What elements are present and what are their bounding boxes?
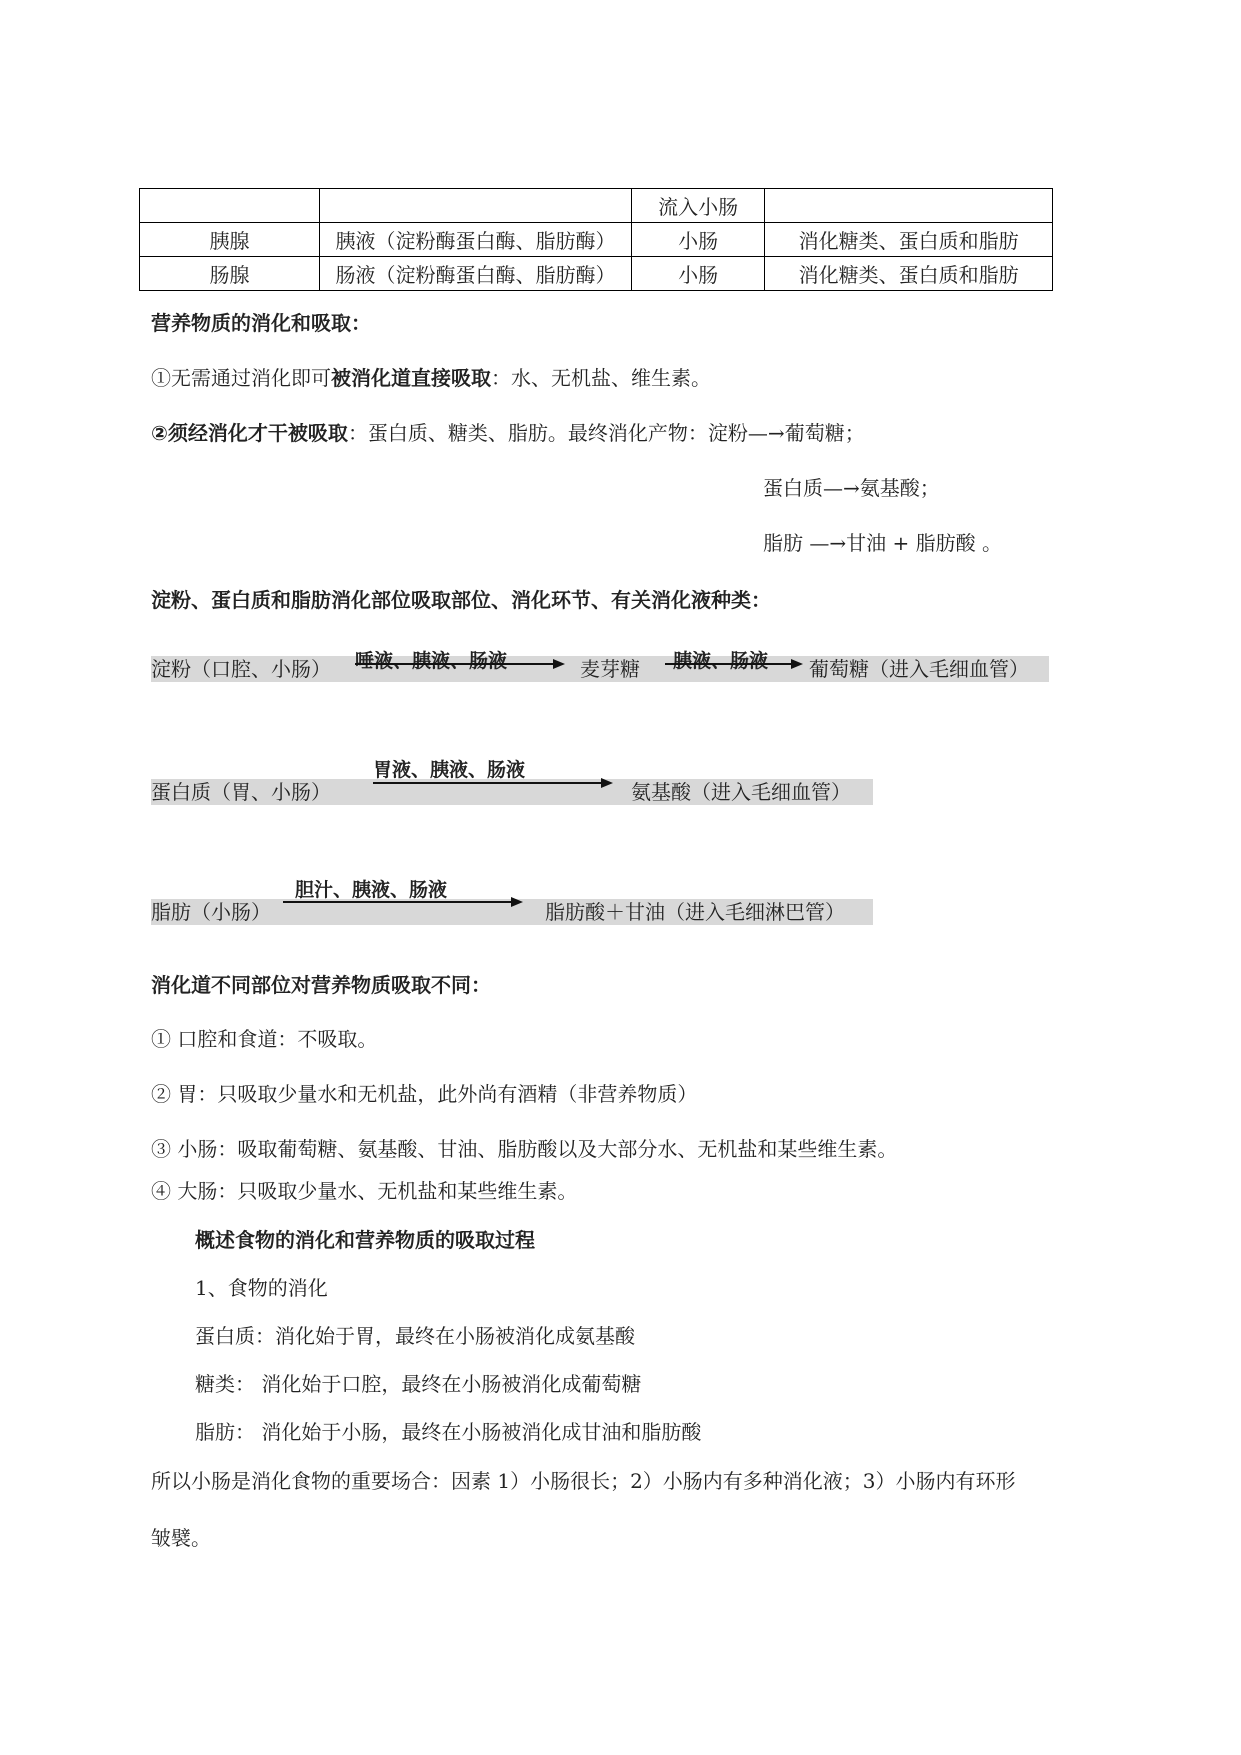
table-cell: 消化糖类、蛋白质和脂肪 [765,223,1053,257]
starch-flow-end: 葡萄糖（进入毛细血管） [809,657,1029,681]
section-heading-digest-absorb: 营养物质的消化和吸取： [151,311,371,335]
digestive-glands-table [139,188,1053,291]
overview-protein: 蛋白质：消化始于胃，最终在小肠被消化成氨基酸 [195,1324,635,1348]
overview-conclusion-line2: 皱襞。 [151,1526,211,1550]
table-row [140,223,1053,257]
digest-item-1-rest: ：水、无机盐、维生素。 [491,366,711,390]
overview-sugar: 糖类： 消化始于口腔，最终在小肠被消化成葡萄糖 [195,1372,642,1396]
digest-item-2-bold: ②须经消化才干被吸取 [151,421,348,445]
starch-flow-start: 淀粉（口腔、小肠） [151,657,331,681]
arrow-right-icon [791,659,803,669]
protein-arrow-line [373,782,603,784]
overview-fat: 脂肪： 消化始于小肠，最终在小肠被消化成甘油和脂肪酸 [195,1420,702,1444]
section-heading-flows: 淀粉、蛋白质和脂肪消化部位吸取部位、消化环节、有关消化液种类： [151,588,771,612]
table-cell: 小肠 [632,257,765,291]
list-item: ② 胃：只吸取少量水和无机盐，此外尚有酒精（非营养物质） [151,1082,698,1106]
table-cell: 小肠 [632,223,765,257]
fat-flow-start: 脂肪（小肠） [151,900,271,924]
arrow-right-icon [601,778,613,788]
section-heading-absorption-sites: 消化道不同部位对营养物质吸取不同： [151,973,491,997]
fat-flow-end: 脂肪酸＋甘油（进入毛细淋巴管） [545,900,845,924]
list-item: ④ 大肠：只吸取少量水、无机盐和某些维生素。 [151,1179,578,1203]
digest-item-2 [151,420,865,446]
starch-arrow1-line [355,663,555,665]
starch-flow-middle: 麦芽糖 [580,657,640,681]
overview-conclusion-line1: 所以小肠是消化食物的重要场合：因素 1）小肠很长；2）小肠内有多种消化液；3）小肠内有环形 [151,1469,1016,1493]
table-cell: 消化糖类、蛋白质和脂肪 [765,257,1053,291]
digest-item-1-prefix: ①无需通过消化即可 [151,366,331,390]
list-item: ③ 小肠：吸取葡萄糖、氨基酸、甘油、脂肪酸以及大部分水、无机盐和某些维生素。 [151,1137,898,1161]
protein-arrow-label: 胃液、胰液、肠液 [373,759,526,781]
overview-subheading: 1、食物的消化 [195,1276,328,1300]
protein-flow-start: 蛋白质（胃、小肠） [151,780,331,804]
starch-arrow1-label: 唾液、胰液、肠液 [355,650,508,672]
table-cell: 肠液（淀粉酶蛋白酶、脂肪酶） [319,257,631,291]
fat-arrow-label: 胆汁、胰液、肠液 [295,879,448,901]
starch-arrow2-label: 胰液、肠液 [673,650,769,672]
table-row [140,189,1053,223]
digest-item-2-rest: ：蛋白质、糖类、脂肪。最终消化产物：淀粉—→葡萄糖； [347,421,865,445]
table-row [140,257,1053,291]
protein-flow-end: 氨基酸（进入毛细血管） [631,780,851,804]
table-cell [140,189,320,223]
arrow-right-icon [553,659,565,669]
digest-item-2-line2: 蛋白质—→氨基酸； [763,476,940,500]
digest-item-2-line3: 脂肪 —→甘油 + 脂肪酸 。 [763,531,1002,555]
arrow-right-icon [511,897,523,907]
digest-item-1-bold: 被消化道直接吸取 [331,366,491,390]
table-cell [765,189,1053,223]
list-item: ① 口腔和食道：不吸取。 [151,1027,378,1051]
table-cell [319,189,631,223]
starch-arrow2-line [665,663,793,665]
table-cell: 胰腺 [140,223,320,257]
table-cell: 肠腺 [140,257,320,291]
fat-arrow-line [283,901,513,903]
digest-item-1 [151,365,711,391]
table-cell: 胰液（淀粉酶蛋白酶、脂肪酶） [319,223,631,257]
table-cell: 流入小肠 [632,189,765,223]
section-heading-overview: 概述食物的消化和营养物质的吸取过程 [195,1228,535,1252]
